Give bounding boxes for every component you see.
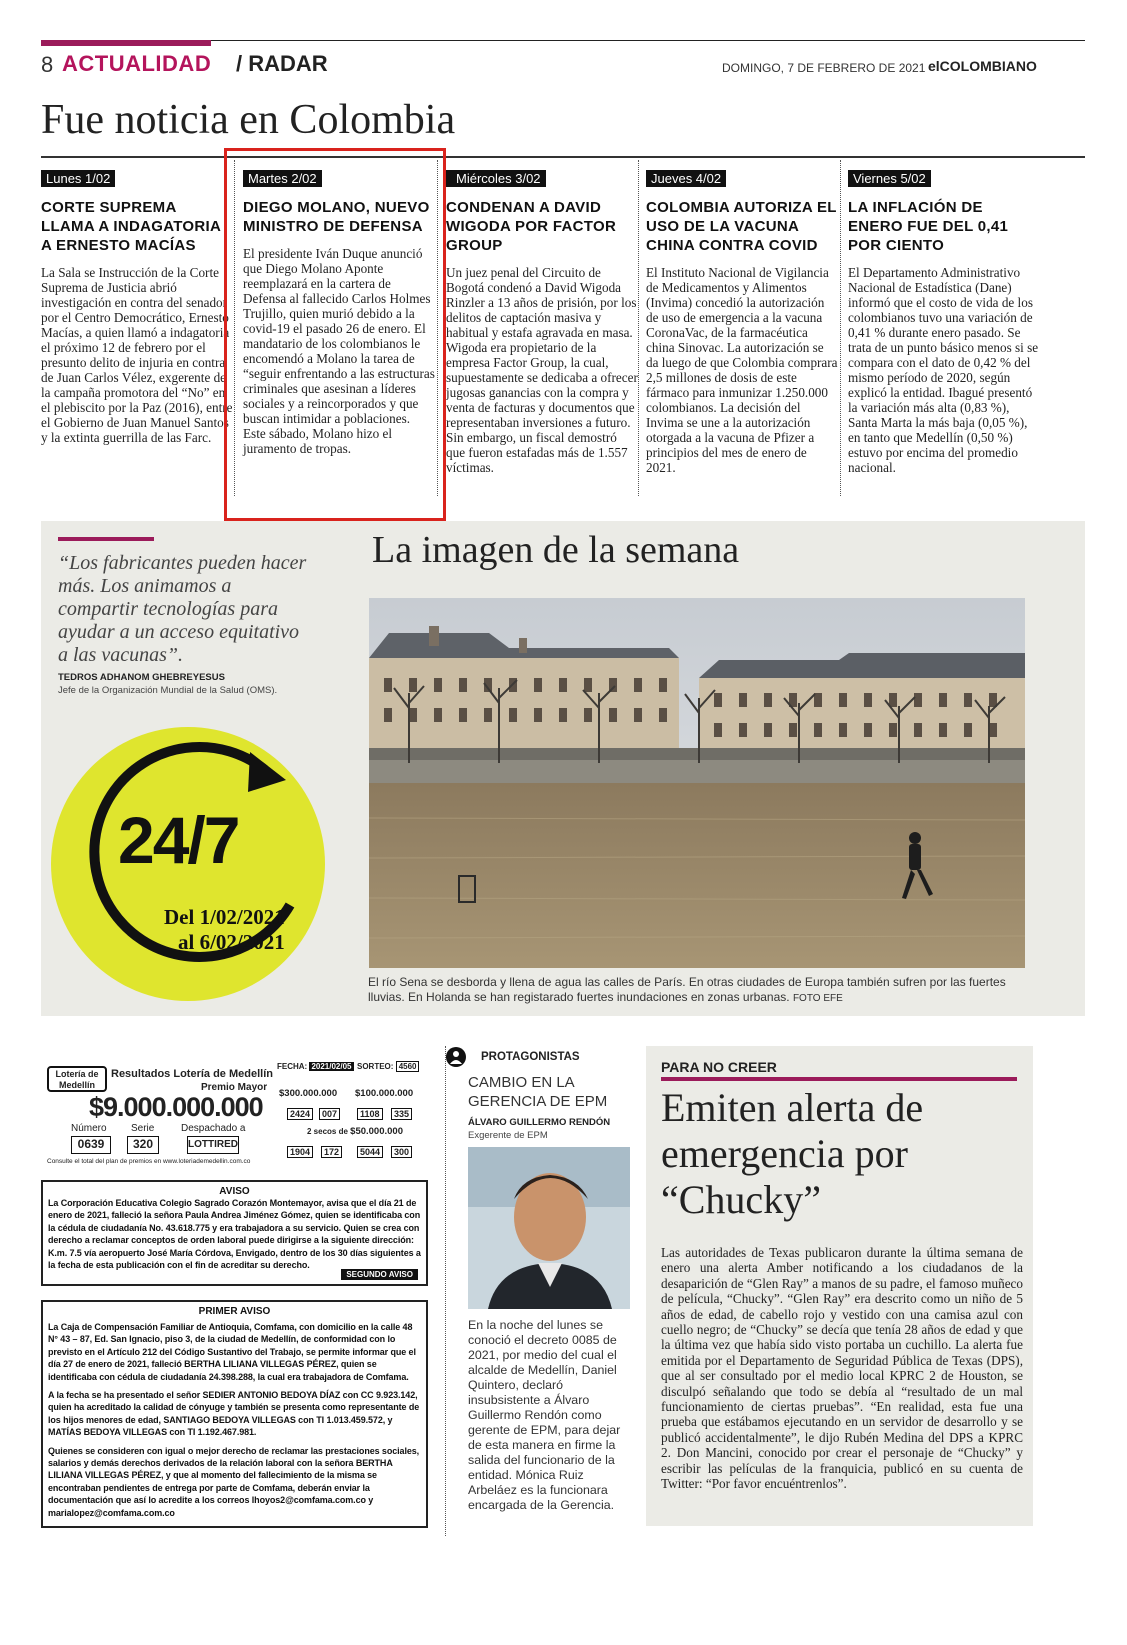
section-name: ACTUALIDAD xyxy=(62,51,212,76)
publication-date: DOMINGO, 7 DE FEBRERO DE 2021 xyxy=(722,61,926,75)
seco3-row xyxy=(307,1126,403,1137)
selection-highlight xyxy=(224,148,446,521)
day-headline: CONDENAN A DAVID WIGODA POR FACTOR GROUP xyxy=(446,199,617,254)
notice-badge: SEGUNDO AVISO xyxy=(341,1269,418,1280)
days-top-rule xyxy=(41,156,1085,158)
lottery-footer: Consulte el total del plan de premios en www.loteriademedellin.com.co xyxy=(47,1158,251,1165)
seco1-serie: 007 xyxy=(319,1108,340,1120)
quote-author-role: Jefe de la Organización Mundial de la Salud (OMS). xyxy=(58,685,278,696)
notice-body: La Corporación Educativa Colegio Sagrado Corazón Montemayor, avisa que el día 21 de enero de 2021, falleció la señora Paula Andrea Jiménez Gómez, quien se identificaba con la cédula de ciudadanía No. 43.618.775 y era trabajadora a su servicio. Quien se crea con derecho a reclamar conceptos de orden laboral puede dirigirse a la siguiente dirección: K.m. 7.5 vía aeropuerto José María Córdova, Envigado, dentro de los 30 días siguientes a la fecha de esta publicación con el fin de acreditar su derecho. xyxy=(48,1198,421,1271)
protagonists-body: En la noche del lunes se conoció el decreto 0085 de 2021, por medio del cual el alcalde de Medellín, Daniel Quintero, declaró insubsistente a Álvaro Guillermo Rendón como gerente de EPM, para dejar de esta manera en firme la salida del funcionario de la entidad. Mónica Ruiz Arbeláez es la funcionara encargada de la Gerencia. xyxy=(468,1318,621,1512)
seco3a-number: 1904 xyxy=(287,1146,313,1158)
lottery-results xyxy=(41,1060,427,1170)
fecha-value: 2021/02/05 xyxy=(311,1062,352,1071)
notice-paragraph: A la fecha se ha presentado el señor SEDIER ANTONIO BEDOYA DÍAZ con CC 9.923.142, quien ha acreditado la calidad de cónyuge y también se presenta como representante de los hijos menores de edad, SANTIAGO BEDOYA VILLEGAS con TI 1.013.459.572, y MATÍAS BEDOYA VILLEGAS con TI 1.192.467.981. xyxy=(48,1390,420,1438)
notice-title: AVISO xyxy=(219,1186,250,1197)
day-column-thursday xyxy=(646,170,838,475)
protagonists-title: CAMBIO EN LA GERENCIA DE EPM xyxy=(468,1074,608,1110)
column-separator xyxy=(840,160,841,496)
week-image-title: La imagen de la semana xyxy=(372,529,740,571)
notice-paragraph: Quienes se consideren con igual o mejor derecho de reclamar las prestaciones sociales, salarios y demás derechos derivados de la relación laboral con la señora BERTHA LILIANA VILLEGAS PÉREZ, y que al momento del fallecimiento de la misma se encontraban pendientes de entrega por parte de Comfama, deberán enviar la documentación que así lo acredite a los correos lhoyos2@comfama.com.co y marialopez@comfama.com.co xyxy=(48,1445,420,1518)
seco1-number: 2424 xyxy=(287,1108,313,1120)
chucky-kicker: PARA NO CREER xyxy=(661,1059,777,1075)
page-title: Fue noticia en Colombia xyxy=(41,97,456,143)
label-despachado: Despachado a xyxy=(181,1123,246,1134)
lottery-logo: Lotería de Medellín xyxy=(47,1066,107,1092)
fecha-row xyxy=(277,1062,354,1071)
day-body: El Instituto Nacional de Vigilancia de Medicamentos y Alimentos (Invima) concedió la autorización de uso de emergencia a la vacuna CoronaVac, de la farmacéutica china Sinovac. La autorización se da luego de que Colombia comprara 2,5 millones de dosis de este fármaco para inmunizar 1.250.000 colombianos. La decisión del Invima se une a la autorización otorgada a la vacuna de Pfizer a principios del mes de enero de 2021. xyxy=(646,265,838,475)
date-range-end: al 6/02/2021 xyxy=(178,930,285,954)
chucky-accent-bar xyxy=(661,1077,1017,1081)
subsection-name: / RADAR xyxy=(236,51,328,76)
label-numero: Número xyxy=(71,1123,107,1134)
seco2-serie: 335 xyxy=(391,1108,412,1120)
day-badge: Miércoles 3/02 xyxy=(446,170,546,187)
day-badge: Viernes 5/02 xyxy=(848,170,931,187)
day-body: El presidente Iván Duque anunció que Diego Molano Aponte reemplazará en la cartera de Defensa al fallecido Carlos Holmes Trujillo, quien murió debido a la covid-19 el pasado 26 de enero. El mandatario de los colombianos le encomendó a Molano la tarea de “seguir enfrentando a las estructuras criminales que asesinan a líderes sociales y a reincorporados y que buscan intimidar a poblaciones. Este sábado, Molano hizo el juramento de tropas. xyxy=(243,246,435,456)
lottery-subtitle: Premio Mayor xyxy=(201,1082,268,1093)
fecha-label: FECHA: xyxy=(277,1062,308,1071)
notice-primer-aviso xyxy=(41,1300,428,1528)
header-accent-bar xyxy=(41,40,211,46)
caption-text: El río Sena se desborda y llena de agua las calles de París. En otras ciudades de Europa también sufren por las fuertes lluvias. En Holanda se han registarado fuertes inundaciones en zonas urbanas. xyxy=(368,975,1006,1004)
seco3-amount: $50.000.000 xyxy=(350,1126,403,1137)
day-body: La Sala se Instrucción de la Corte Suprema de Justicia abrió investigación en contra del senador por el Centro Democrático, Ernesto Macías, a quien llamó a indagatoria el próximo 12 de febrero por el presunto delito de injuria en contra de Juan Carlos Vélez, exgerente de la campaña promotora del “No” en el plebiscito por la Paz (2016), entre el Gobierno de Juan Manuel Santos y la extinta guerrilla de las Farc. xyxy=(41,265,233,445)
seco2-amount: $100.000.000 xyxy=(355,1088,414,1099)
seco3a-serie: 172 xyxy=(321,1146,342,1158)
day-badge: Lunes 1/02 xyxy=(41,170,115,187)
seco2-number: 1108 xyxy=(357,1108,383,1120)
page-number: 8 xyxy=(41,52,54,77)
winning-serie: 320 xyxy=(127,1136,159,1154)
lottery-prize: $9.000.000.000 xyxy=(89,1092,263,1122)
publication-logo: elCOLOMBIANO xyxy=(928,58,1037,74)
protagonist-name: ÁLVARO GUILLERMO RENDÓN xyxy=(468,1117,611,1128)
chucky-headline: Emiten alerta de emergencia por “Chucky” xyxy=(661,1085,924,1222)
notice-paragraph: La Caja de Compensación Familiar de Antioquia, Comfama, con domicilio en la calle 48 N° 43 – 87, Ed. San Ignacio, piso 3, de la ciudad de Medellín, de conformidad con lo previsto en el Artículo 212 del Código Sustantivo del Trabajo, se permite informar que el día 27 de enero de 2021, falleció BERTHA LILIANA VILLEGAS PÉREZ, quien se identificaba con cédula de ciudadanía 24.398.288, la cual era trabajadora de Comfama. xyxy=(48,1322,416,1382)
seco3b-number: 5044 xyxy=(357,1146,383,1158)
chucky-body: Las autoridades de Texas publicaron durante la última semana de enero una alerta Amber notificando a los ciudadanos de la desaparición de “Glen Ray” a manos de su padre, el famoso muñeco de película, “Chucky”. “Glen Ray” era descrito como un niño de 5 años de edad, de cabello rojo y vestido con una camisa azul con cuello negro; de “Chucky” se decía que tenía 28 años de edad y que la última vez que había sido visto portaba un cuchillo. La alerta fue emitida por el Departamento de Seguridad Pública de Texas (DPS), que al ser consultado por el medio local KPRC 2 de Houston, se disculpó señalando que todo se debía al “resultado de un mal funcionamiento de ciertas pruebas”. “En realidad, esta fue una prueba que estábamos ejecutando en un servidor de desarrollo y se publicó accidentalmente”, le dijo Rubén Medina del DPS a KPRC 2. Don Mancini, conocido por crear el personaje de “Chucky” y escribir las películas de la franquicia, publicó en su cuenta de Twitter: “Por favor encuéntrenlos”. xyxy=(661,1245,1023,1492)
photo-credit: FOTO EFE xyxy=(792,993,843,1004)
day-badge: Martes 2/02 xyxy=(243,170,322,187)
day-headline: DIEGO MOLANO, NUEVO MINISTRO DE DEFENSA xyxy=(243,199,430,235)
day-column-monday xyxy=(41,170,233,445)
quote-accent-bar xyxy=(58,537,154,541)
sorteo-label: SORTEO: xyxy=(357,1062,394,1071)
seco3b-serie: 300 xyxy=(391,1146,412,1158)
column-separator xyxy=(638,160,639,496)
column-separator xyxy=(445,1046,446,1536)
featured-quote: “Los fabricantes pueden hacer más. Los animamos a compartir tecnologías para ayudar a un acceso equitativo a las vacunas”. xyxy=(58,552,307,666)
lottery-title: Resultados Lotería de Medellín xyxy=(111,1068,273,1080)
day-badge: Jueves 4/02 xyxy=(646,170,726,187)
dispatched-to: LOTTIRED xyxy=(187,1136,239,1154)
label-serie: Serie xyxy=(131,1123,155,1134)
person-icon xyxy=(446,1047,466,1067)
sorteo-row xyxy=(357,1062,419,1071)
paris-flood-photo xyxy=(369,598,1025,968)
day-column-wednesday xyxy=(446,170,638,475)
notice-title: PRIMER AVISO xyxy=(198,1306,271,1317)
day-body: El Departamento Administrativo Nacional de Estadística (Dane) informó que el costo de vida de los colombianos tuvo una variación de 0,41 % durante enero pasado. Se trata de un punto básico menos si se compara con el dato de 0,42 % del mismo período de 2020, según explicó la entidad. Ibagué presentó la variación más alta (0,83 %), Santa Marta la más baja (0,05 %), en tanto que Medellín (0,50 %) estuvo por encima del promedio nacional. xyxy=(848,265,1039,475)
winning-number: 0639 xyxy=(71,1136,111,1154)
seco1-amount: $300.000.000 xyxy=(279,1088,338,1099)
day-headline: LA INFLACIÓN DE ENERO FUE DEL 0,41 POR CIENTO xyxy=(848,199,1009,254)
sorteo-value: 4560 xyxy=(396,1061,420,1072)
photo-caption xyxy=(368,975,1028,1006)
protagonist-photo xyxy=(468,1147,630,1309)
notice-segundo-aviso xyxy=(41,1180,428,1286)
day-column-friday xyxy=(848,170,1040,475)
quote-author: TEDROS ADHANOM GHEBREYESUS xyxy=(58,672,225,683)
date-range-start: Del 1/02/2021 xyxy=(164,905,285,929)
protagonist-role: Exgerente de EPM xyxy=(468,1130,548,1141)
day-body: Un juez penal del Circuito de Bogotá condenó a David Wigoda Rinzler a 13 años de prisión, por los delitos de captación masiva y habitual y estafa agravada en masa. Wigoda era propietario de la empresa Factor Group, la cual, supuestamente se dedicaba a ofrecer jugosas ganancias con la compra y venta de facturas y documentos que representaban inversiones a futuro. Sin embargo, un fiscal demostró que fueron estafadas más de 1.557 víctimas. xyxy=(446,265,638,475)
badge-24-7: 24/7 xyxy=(118,803,239,877)
seco3-label: 2 secos de xyxy=(307,1127,348,1136)
day-headline: COLOMBIA AUTORIZA EL USO DE LA VACUNA CHINA CONTRA COVID xyxy=(646,199,837,254)
protagonists-label: PROTAGONISTAS xyxy=(481,1051,580,1063)
day-headline: CORTE SUPREMA LLAMA A INDAGATORIA A ERNESTO MACÍAS xyxy=(41,199,221,254)
